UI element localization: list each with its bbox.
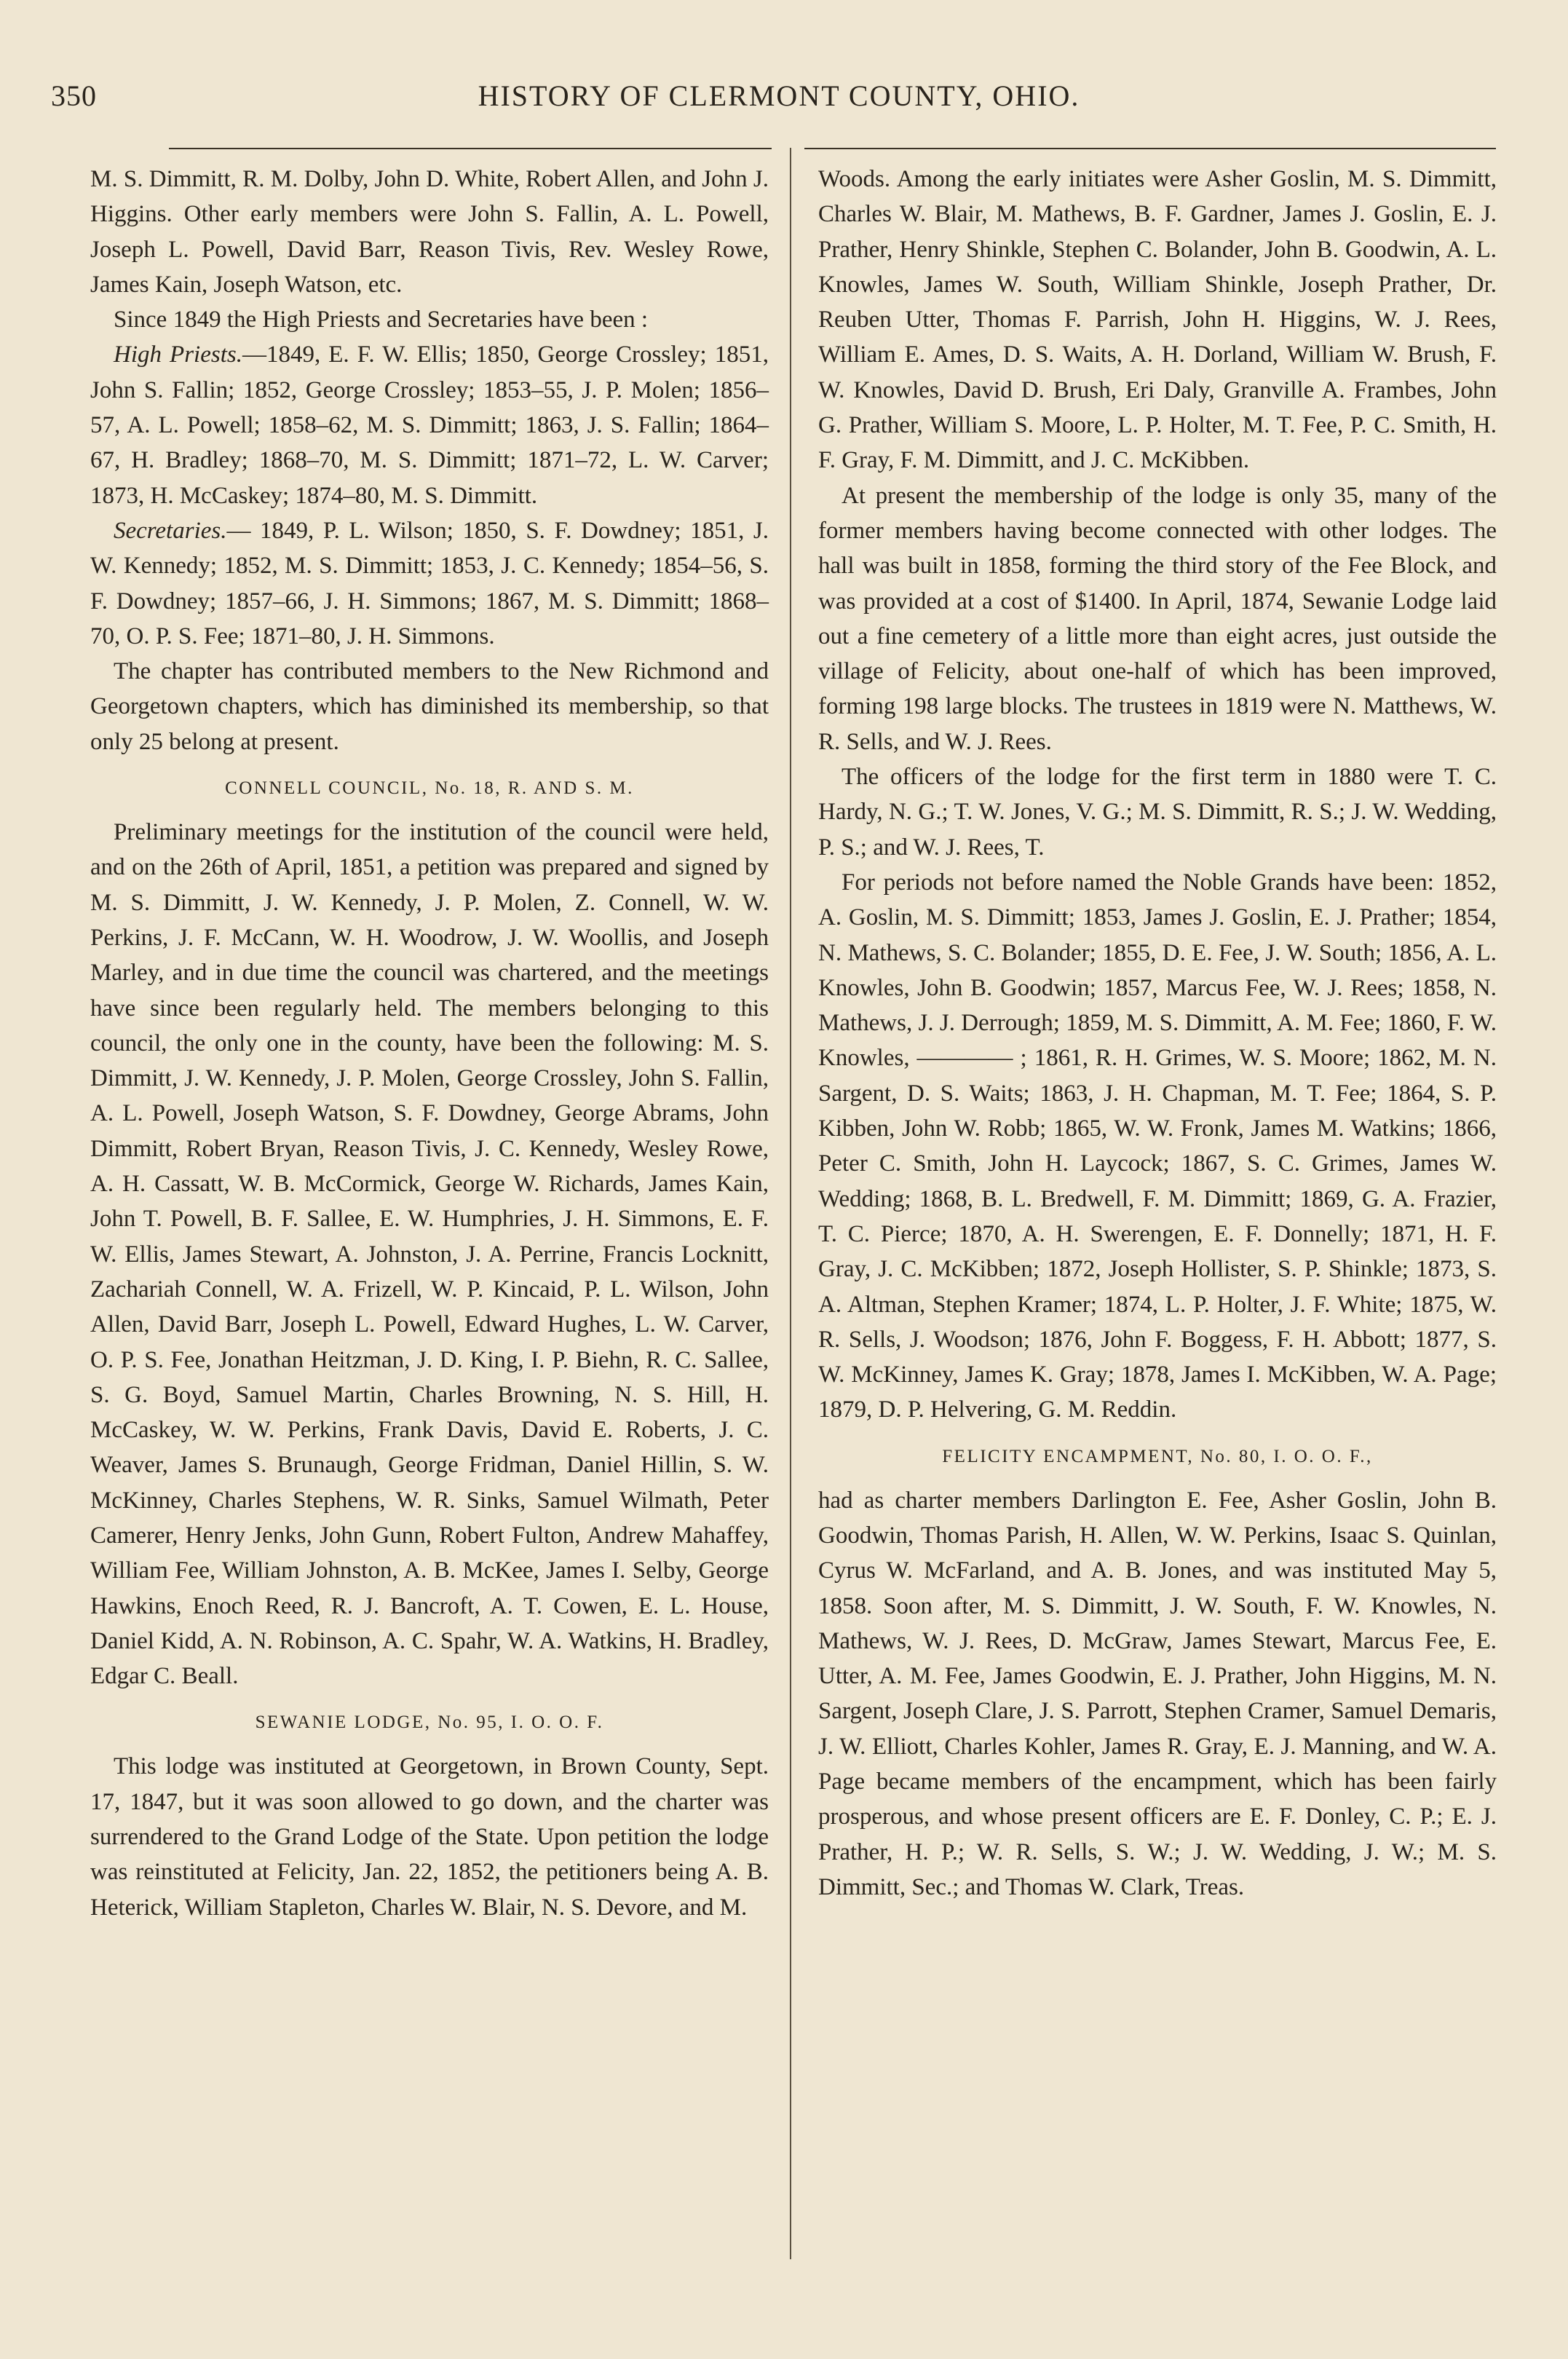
paragraph-text: — 1849, P. L. Wilson; 1850, S. F. Dowdney; 1851, J. W. Kennedy; 1852, M. S. Dimmitt; 1853, J. C. Kennedy; 1854–56, S. F. Dowdney; 1857–66, J. H. Simmons; 1867, M. S. Dimmitt; 1868–70, O. P. S. Fee; 1871–80, J. H. Simmons. (90, 517, 769, 649)
header-rule-right (804, 148, 1496, 149)
page-header (51, 79, 1507, 122)
section-heading: FELICITY ENCAMPMENT, No. 80, I. O. O. F., (942, 1446, 1373, 1466)
list-label: Secretaries. (114, 517, 227, 544)
section-heading: SEWANIE LODGE, No. 95, I. O. O. F. (255, 1712, 604, 1733)
paragraph (90, 513, 769, 654)
header-rule-left (169, 148, 772, 149)
list-label: High Priests. (114, 341, 242, 368)
paragraph: The officers of the lodge for the first term in 1880 were T. C. Hardy, N. G.; T. W. Jones, V. G.; M. S. Dimmitt, R. S.; J. W. Wedding, P. S.; and W. J. Rees, T. (818, 764, 1497, 861)
page-number: 350 (51, 79, 97, 112)
section-heading: CONNELL COUNCIL, No. 18, R. AND S. M. (225, 778, 634, 799)
paragraph: Since 1849 the High Priests and Secretaries have been : (114, 307, 649, 333)
column-divider (790, 148, 791, 2259)
paragraph: had as charter members Darlington E. Fee, Asher Goslin, John B. Goodwin, Thomas Parish, H. Allen, W. W. Perkins, Isaac S. Quinlan, Cyrus W. McFarland, and A. B. Jones, and was instituted May 5, 1858. Soon after, M. S. Dimmitt, J. W. South, F. W. Knowles, N. Mathews, W. J. Rees, D. McGraw, James Stewart, Marcus Fee, E. Utter, A. M. Fee, James Goodwin, E. J. Prather, John Higgins, M. N. Sargent, Joseph Clare, J. S. Parrott, Stephen Cramer, Samuel Demaris, J. W. Elliott, Charles Kohler, James R. Gray, E. J. Manning, and W. A. Page became members of the encampment, which has been fairly prosperous, and whose present officers are E. F. Donley, C. P.; E. J. Prather, H. P.; W. R. Sells, S. W.; J. W. Wedding, J. W.; M. S. Dimmitt, Sec.; and Thomas W. Clark, Treas. (818, 1487, 1497, 1900)
paragraph-text: —1849, E. F. W. Ellis; 1850, George Crossley; 1851, John S. Fallin; 1852, George Crossley; 1853–55, J. P. Molen; 1856–57, A. L. Powell; 1858–62, M. S. Dimmitt; 1863, J. S. Fallin; 1864–67, H. Bradley; 1868–70, M. S. Dimmitt; 1871–72, L. W. Carver; 1873, H. McCaskey; 1874–80, M. S. Dimmitt. (90, 341, 769, 509)
running-title: HISTORY OF CLERMONT COUNTY, OHIO. (478, 79, 1080, 112)
paragraph: The chapter has contributed members to the New Richmond and Georgetown chapters, which has diminished its membership, so that only 25 belong at present. (90, 658, 769, 755)
left-column (90, 162, 769, 1925)
paragraph: At present the membership of the lodge is only 35, many of the former members having become connected with other lodges. The hall was built in 1858, forming the third story of the Fee Block, and was provided at a cost of $1400. In April, 1874, Sewanie Lodge laid out a fine cemetery of a little more than eight acres, just outside the village of Felicity, about one-half of which has been improved, forming 198 large blocks. The trustees in 1819 were N. Matthews, W. R. Sells, and W. J. Rees. (818, 482, 1497, 755)
paragraph: Woods. Among the early initiates were Asher Goslin, M. S. Dimmitt, Charles W. Blair, M. Mathews, B. F. Gardner, James J. Goslin, E. J. Prather, Henry Shinkle, Stephen C. Bolander, John B. Goodwin, A. L. Knowles, James W. South, William Shinkle, Joseph Prather, Dr. Reuben Utter, Thomas F. Parrish, John H. Higgins, W. J. Rees, William E. Ames, D. S. Waits, A. H. Dorland, William W. Brush, F. W. Knowles, David D. Brush, Eri Daly, Granville A. Frambes, John G. Prather, William S. Moore, L. P. Holter, M. T. Fee, P. C. Smith, H. F. Gray, F. M. Dimmitt, and J. C. McKibben. (818, 166, 1497, 474)
right-column (818, 162, 1497, 1905)
paragraph: For periods not before named the Noble Grands have been: 1852, A. Goslin, M. S. Dimmitt; 1853, James J. Goslin, E. J. Prather; 1854, N. Mathews, S. C. Bolander; 1855, D. E. Fee, J. W. South; 1856, A. L. Knowles, John B. Goodwin; 1857, Marcus Fee, W. J. Rees; 1858, N. Mathews, J. J. Derrough; 1859, M. S. Dimmitt, A. M. Fee; 1860, F. W. Knowles, ———— ; 1861, R. H. Grimes, W. S. Moore; 1862, M. N. Sargent, D. S. Waits; 1863, J. H. Chapman, M. T. Fee; 1864, S. P. Kibben, John W. Robb; 1865, W. W. Fronk, James M. Watkins; 1866, Peter C. Smith, John H. Laycock; 1867, S. C. Grimes, James W. Wedding; 1868, B. L. Bredwell, F. M. Dimmitt; 1869, G. A. Frazier, T. C. Pierce; 1870, A. H. Swerengen, E. F. Donnelly; 1871, H. F. Gray, J. C. McKibben; 1872, Joseph Hollister, S. P. Shinkle; 1873, S. A. Altman, Stephen Kramer; 1874, L. P. Holter, J. F. White; 1875, W. R. Sells, J. Woodson; 1876, John F. Boggess, F. H. Abbott; 1877, S. W. McKinney, James K. Gray; 1878, James I. McKibben, W. A. Page; 1879, D. P. Helvering, G. M. Reddin. (818, 869, 1497, 1423)
paragraph: M. S. Dimmitt, R. M. Dolby, John D. White, Robert Allen, and John J. Higgins. Other early members were John S. Fallin, A. L. Powell, Joseph L. Powell, David Barr, Reason Tivis, Rev. Wesley Rowe, James Kain, Joseph Watson, etc. (90, 166, 769, 298)
paragraph (90, 337, 769, 513)
paragraph: Preliminary meetings for the institution of the council were held, and on the 26th of April, 1851, a petition was prepared and signed by M. S. Dimmitt, J. W. Kennedy, J. P. Molen, Z. Connell, W. W. Perkins, J. F. McCann, W. H. Woodrow, J. W. Woollis, and Joseph Marley, and in due time the council was chartered, and the meetings have since been regularly held. The members belonging to this council, the only one in the county, have been the following: M. S. Dimmitt, J. W. Kennedy, J. P. Molen, George Crossley, John S. Fallin, A. L. Powell, Joseph Watson, S. F. Dowdney, George Abrams, John Dimmitt, Robert Bryan, Reason Tivis, J. C. Kennedy, Wesley Rowe, A. H. Cassatt, W. B. McCormick, George W. Richards, James Kain, John T. Powell, B. F. Sallee, E. W. Humphries, J. H. Simmons, E. F. W. Ellis, James Stewart, A. Johnston, J. A. Perrine, Francis Locknitt, Zachariah Connell, W. A. Frizell, W. P. Kincaid, P. L. Wilson, John Allen, David Barr, Joseph L. Powell, Edward Hughes, L. W. Carver, O. P. S. Fee, Jonathan Heitzman, J. D. King, I. P. Biehn, R. C. Sallee, S. G. Boyd, Samuel Martin, Charles Browning, N. S. Hill, H. McCaskey, W. W. Perkins, Frank Davis, David E. Roberts, J. C. Weaver, James S. Brunaugh, George Fridman, Daniel Hillin, S. W. McKinney, Charles Stephens, W. R. Sinks, Samuel Wilmath, Peter Camerer, Henry Jenks, John Gunn, Robert Fulton, Andrew Mahaffey, William Fee, William Johnston, A. B. McKee, James I. Selby, George Hawkins, Enoch Reed, R. J. Bancroft, A. T. Cowen, E. L. House, Daniel Kidd, A. N. Robinson, A. C. Spahr, W. A. Watkins, H. Bradley, Edgar C. Beall. (90, 819, 769, 1690)
paragraph: This lodge was instituted at Georgetown, in Brown County, Sept. 17, 1847, but it was soon allowed to go down, and the charter was surrendered to the Grand Lodge of the State. Upon petition the lodge was reinstituted at Felicity, Jan. 22, 1852, the petitioners being A. B. Heterick, William Stapleton, Charles W. Blair, N. S. Devore, and M. (90, 1753, 769, 1921)
